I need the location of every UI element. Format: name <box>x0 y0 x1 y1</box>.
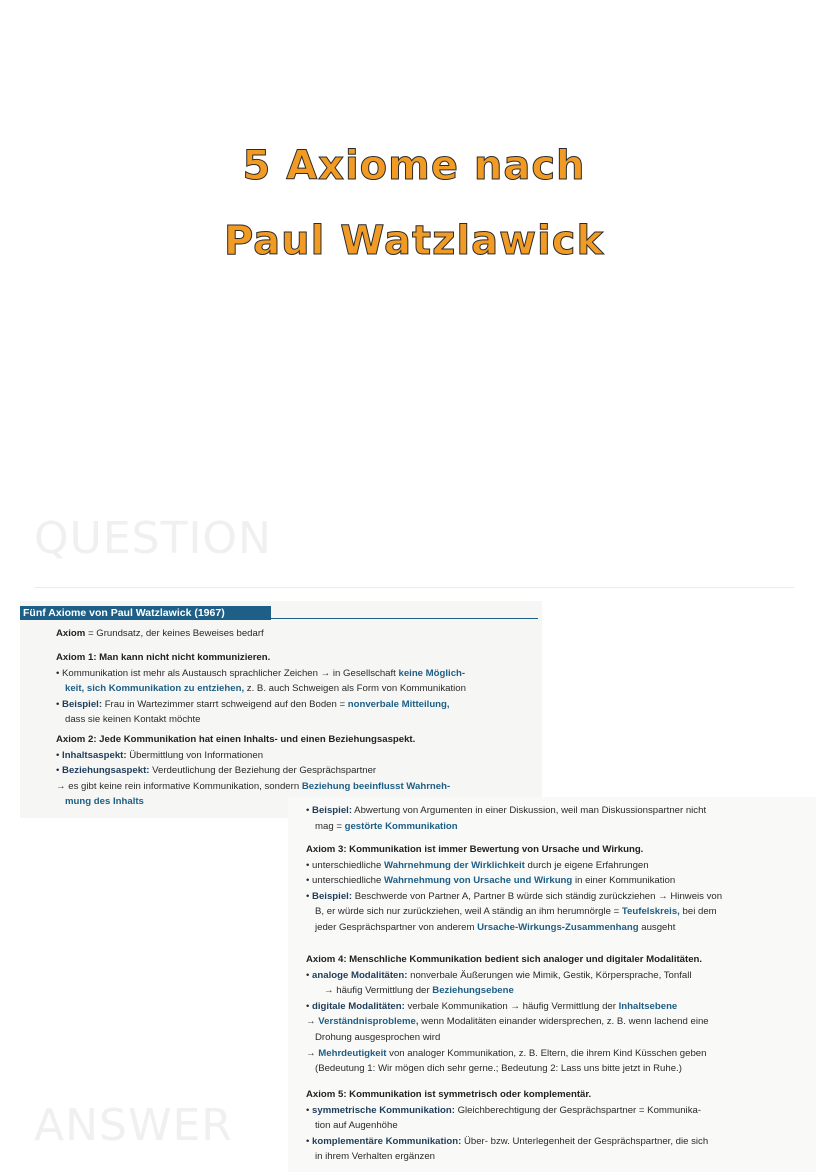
axiom-3-line <box>306 920 722 936</box>
definition-text: = Grundsatz, der keines Beweises bedarf <box>85 628 264 639</box>
axiom-1-section <box>56 650 466 728</box>
text: nonverbale Äußerungen wie Mimik, Gestik, Körpersprache, Tonfall <box>407 969 692 981</box>
axiom-5-line: in ihrem Verhalten ergänzen <box>315 1151 435 1163</box>
highlight: Verständnisprobleme, <box>318 1016 419 1028</box>
label: komplementäre Kommunikation: <box>312 1135 462 1147</box>
highlight: keine Möglich- <box>398 667 466 679</box>
axiom-definition <box>56 626 264 642</box>
text: Über- bzw. Unterlegenheit der Gesprächspartner, die sich <box>461 1135 709 1147</box>
text: mag = <box>315 820 345 832</box>
text: • <box>56 749 63 761</box>
text: wenn Modalitäten einander widersprechen, z. B. wenn lachend eine <box>418 1016 709 1028</box>
axiom-2-heading: Axiom 2: Jede Kommunikation hat einen Inhalts- und einen Beziehungsaspekt. <box>56 734 416 745</box>
axiom-4-line <box>306 1014 709 1030</box>
axiom-4-line <box>306 1046 709 1062</box>
highlight: keit, sich Kommunikation zu entziehen, <box>65 683 245 695</box>
label: Inhaltsaspekt: <box>62 749 127 761</box>
text: → häufig Vermittlung der <box>324 985 433 997</box>
axiom-3-heading: Axiom 3: Kommunikation ist immer Bewertung von Ursache und Wirkung. <box>306 844 644 855</box>
text: • <box>306 1000 313 1012</box>
axiom-4-line <box>306 968 709 984</box>
highlight: Mehrdeutigkeit <box>318 1047 387 1059</box>
axiom-5-line <box>306 1103 708 1119</box>
text: • <box>306 969 313 981</box>
text: Verdeutlichung der Beziehung der Gesprächspartner <box>149 765 377 777</box>
text: Abwertung von Argumenten in einer Diskussion, weil man Diskussionspartner nicht <box>352 805 707 816</box>
highlight: nonverbale Mitteilung, <box>347 698 450 710</box>
highlight: Beziehungsebene <box>432 985 514 997</box>
axiom-5-line: tion auf Augenhöhe <box>315 1120 398 1132</box>
axiom-3-line <box>306 904 722 920</box>
highlight: Wahrnehmung von Ursache und Wirkung <box>384 875 573 887</box>
answer-watermark: ANSWER <box>34 1100 233 1151</box>
axiom-2-line <box>56 779 450 795</box>
label: Beispiel: <box>312 890 353 902</box>
highlight: Wahrnehmung der Wirklichkeit <box>384 859 525 871</box>
definition-term: Axiom <box>56 628 86 639</box>
text: → <box>306 1016 319 1028</box>
text: • <box>306 1104 313 1116</box>
axiom-3-line <box>306 873 722 889</box>
axiom-2-line <box>306 803 706 819</box>
text: z. B. auch Schweigen als Form von Kommunikation <box>244 683 466 695</box>
label: Beispiel: <box>62 698 103 710</box>
axiom-2-line <box>56 748 450 764</box>
label: symmetrische Kommunikation: <box>312 1104 455 1116</box>
highlight: Inhaltsebene <box>618 1000 678 1012</box>
label: analoge Modalitäten: <box>312 969 408 981</box>
axiom-4-line <box>306 983 709 999</box>
highlight: mung des Inhalts <box>65 796 144 808</box>
axiom-1-line <box>56 681 466 697</box>
text: • <box>306 890 313 902</box>
axiom-1-line: dass sie keinen Kontakt möchte <box>65 714 201 726</box>
text: • Kommunikation ist mehr als Austausch sprachlicher Zeichen → in Gesellschaft <box>56 667 399 679</box>
page-title-line-1: 5 Axiome nach <box>242 143 586 189</box>
text: • unterschiedliche <box>306 859 385 871</box>
axiom-5-line <box>306 1134 708 1150</box>
highlight: Beziehung beeinflusst Wahrneh- <box>301 780 451 792</box>
label: Beziehungsaspekt: <box>62 765 150 777</box>
axiom-3-section <box>306 842 722 936</box>
text: Beschwerde von Partner A, Partner B würde sich ständig zurückziehen → Hinweis von <box>352 890 723 902</box>
axiom-2-continued <box>306 803 706 834</box>
text: Frau in Wartezimmer starrt schweigend auf den Boden = <box>102 698 348 710</box>
textbook-scan-top <box>20 601 542 818</box>
axiom-4-line: Drohung ausgesprochen wird <box>315 1031 441 1043</box>
axiom-1-line <box>56 697 466 713</box>
text: von analoger Kommunikation, z. B. Eltern, die ihrem Kind Küsschen geben <box>386 1047 707 1059</box>
text: Übermittlung von Informationen <box>126 749 264 761</box>
text: ausgeht <box>638 921 676 933</box>
text: • <box>306 1135 313 1147</box>
axiom-2-line <box>306 819 706 835</box>
text: B, er würde sich nur zurückziehen, weil A ständig an ihm herumnörgle = <box>315 906 622 918</box>
label: digitale Modalitäten: <box>312 1000 405 1012</box>
axiom-4-section <box>306 952 709 1077</box>
text: → es gibt keine rein informative Kommunikation, sondern <box>56 780 302 792</box>
axiom-3-line <box>306 889 722 905</box>
text: • <box>56 698 63 710</box>
axiom-4-heading: Axiom 4: Menschliche Kommunikation bedient sich analoger und digitaler Modalitäten. <box>306 954 703 965</box>
text: • <box>306 805 313 816</box>
text: Gleichberechtigung der Gesprächspartner = Kommunika- <box>454 1104 702 1116</box>
text: • <box>56 765 63 777</box>
axiom-1-line <box>56 666 466 682</box>
question-watermark: QUESTION <box>34 513 272 564</box>
text: in einer Kommunikation <box>572 875 676 887</box>
text: verbale Kommunikation → häufig Vermittlung der <box>404 1000 619 1012</box>
axiom-5-section <box>306 1087 708 1165</box>
textbook-scan-bottom <box>288 797 816 1172</box>
axiom-2-line <box>56 763 450 779</box>
axiom-5-heading: Axiom 5: Kommunikation ist symmetrisch oder komplementär. <box>306 1089 592 1100</box>
axiom-3-line <box>306 858 722 874</box>
text: jeder Gesprächspartner von anderem <box>315 921 478 933</box>
text: → <box>306 1047 319 1059</box>
text: • unterschiedliche <box>306 875 385 887</box>
text: bei dem <box>679 906 717 918</box>
highlight: Teufelskreis, <box>621 906 680 918</box>
axiom-1-heading: Axiom 1: Man kann nicht nicht kommunizieren. <box>56 652 271 663</box>
label: Beispiel: <box>312 805 353 816</box>
text: durch je eigene Erfahrungen <box>524 859 649 871</box>
highlight: Ursache-Wirkungs-Zusammenhang <box>477 921 639 933</box>
textbook-header: Fünf Axiome von Paul Watzlawick (1967) <box>20 606 271 620</box>
section-divider <box>34 587 794 588</box>
axiom-4-line: (Bedeutung 1: Wir mögen dich sehr gerne.; Bedeutung 2: Lass uns bitte jetzt in Ruhe.) <box>315 1063 682 1075</box>
page-title-line-2: Paul Watzlawick <box>223 218 605 264</box>
highlight: gestörte Kommunikation <box>344 820 458 832</box>
axiom-4-line <box>306 999 709 1015</box>
header-rule <box>270 618 538 619</box>
